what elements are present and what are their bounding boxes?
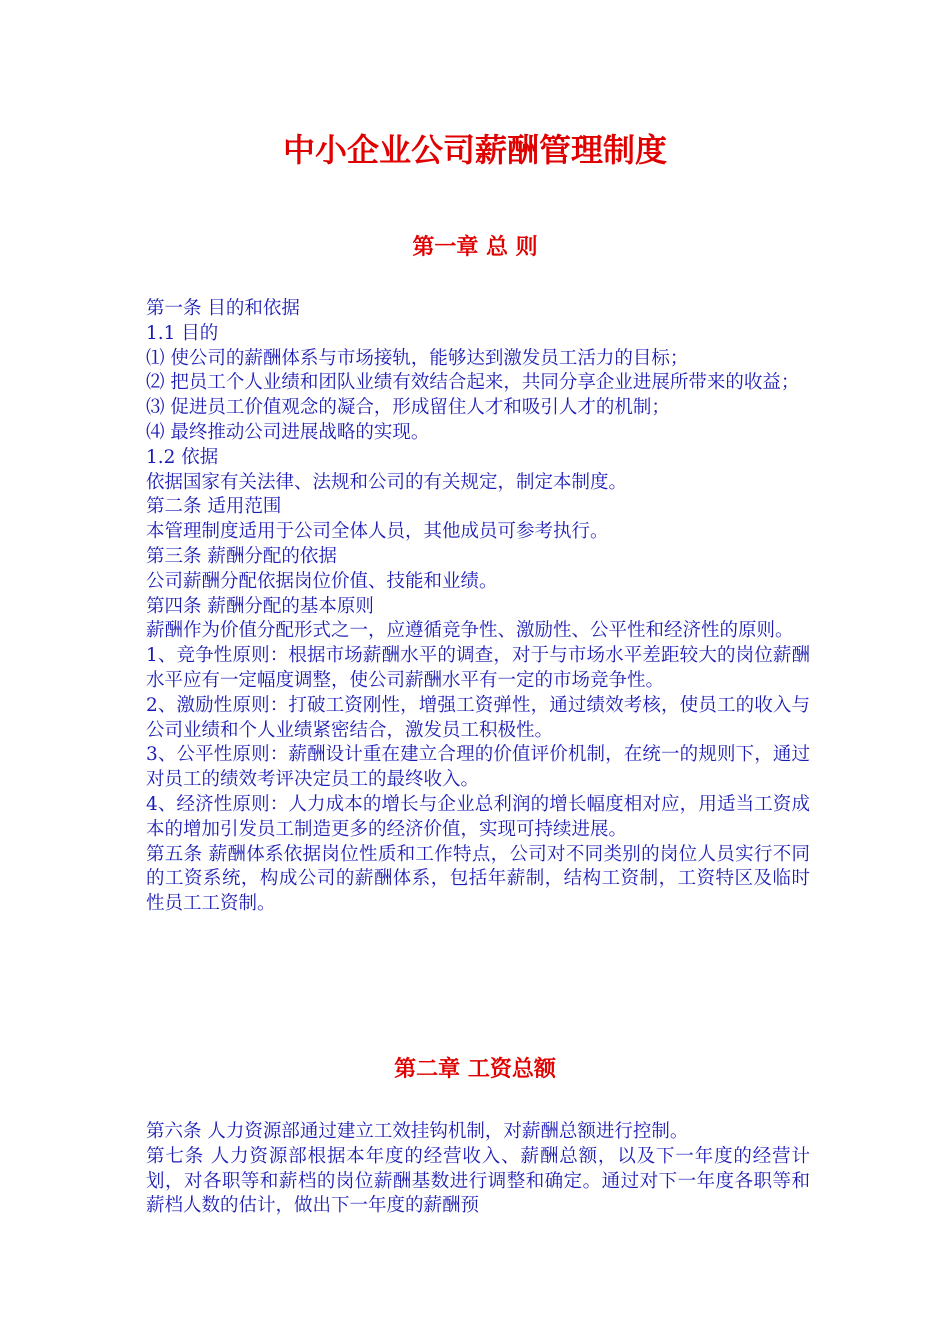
purpose-item-4: ⑷ 最终推动公司进展战略的实现。 (146, 421, 430, 443)
chapter-2-heading: 第二章 工资总额 (394, 1057, 556, 1082)
article-7-paragraph: 第七条 人力资源部根据本年度的经营收入、薪酬总额，以及下一年度的经营计划，对各职等和薪档的岗位薪酬基数进行调整和确定。通过对下一年度各职等和薪档人数的估计，做出下一年度的薪酬预 (146, 1145, 810, 1217)
principle-incentive: 2、激励性原则：打破工资刚性，增强工资弹性，通过绩效考核，使员工的收入与公司业绩和个人业绩紧密结合，激发员工积极性。 (146, 694, 810, 741)
article-4-heading: 第四条 薪酬分配的基本原则 (146, 595, 374, 617)
document-title: 中小企业公司薪酬管理制度 (282, 131, 667, 169)
principles-intro-paragraph: 薪酬作为价值分配形式之一，应遵循竞争性、激励性、公平性和经济性的原则。 (146, 620, 794, 642)
purpose-item-2: ⑵ 把员工个人业绩和团队业绩有效结合起来，共同分享企业进展所带来的收益； (146, 372, 800, 394)
distribution-basis-paragraph: 公司薪酬分配依据岗位价值、技能和业绩。 (146, 570, 498, 592)
chapter-2-body (146, 1120, 810, 1219)
purpose-item-1: ⑴ 使公司的薪酬体系与市场接轨，能够达到激发员工活力的目标； (146, 347, 689, 369)
scope-paragraph: 本管理制度适用于公司全体人员，其他成员可参考执行。 (146, 521, 609, 543)
article-3-heading: 第三条 薪酬分配的依据 (146, 545, 337, 567)
article-5-paragraph: 第五条 薪酬体系依据岗位性质和工作特点，公司对不同类别的岗位人员实行不同的工资系统，构成公司的薪酬体系，包括年薪制，结构工资制，工资特区及临时性员工工资制。 (146, 843, 810, 915)
principle-fairness: 3、公平性原则：薪酬设计重在建立合理的价值评价机制，在统一的规则下，通过对员工的绩效考评决定员工的最终收入。 (146, 744, 810, 791)
clause-1-1-heading: 1.1 目的 (146, 322, 219, 344)
chapter-1-body (146, 297, 810, 917)
article-1-heading: 第一条 目的和依据 (146, 298, 300, 319)
article-2-heading: 第二条 适用范围 (146, 496, 282, 518)
principle-competitive: 1、竞争性原则：根据市场薪酬水平的调查，对于与市场水平差距较大的岗位薪酬水平应有一定幅度调整，使公司薪酬水平有一定的市场竞争性。 (146, 645, 810, 691)
principle-economy: 4、经济性原则：人力成本的增长与企业总利润的增长幅度相对应，用适当工资成本的增加引发员工制造更多的经济价值，实现可持续进展。 (146, 793, 810, 840)
chapter-1-heading: 第一章 总 则 (412, 235, 538, 260)
purpose-item-3: ⑶ 促进员工价值观念的凝合，形成留住人才和吸引人才的机制； (146, 397, 670, 419)
article-6-paragraph: 第六条 人力资源部通过建立工效挂钩机制，对薪酬总额进行控制。 (146, 1121, 689, 1142)
clause-1-2-heading: 1.2 依据 (146, 446, 219, 468)
basis-paragraph: 依据国家有关法律、法规和公司的有关规定，制定本制度。 (146, 471, 628, 493)
